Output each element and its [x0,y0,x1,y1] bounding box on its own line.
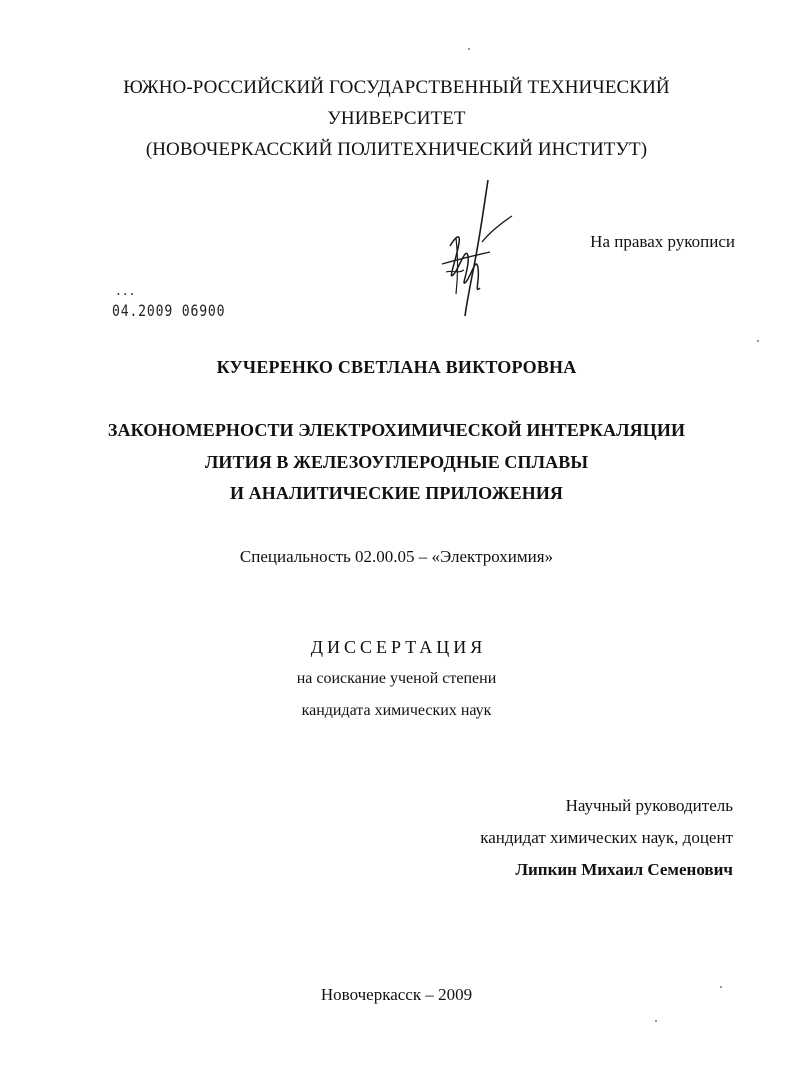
university-name-line-3: (НОВОЧЕРКАССКИЙ ПОЛИТЕХНИЧЕСКИЙ ИНСТИТУТ) [145,139,648,160]
degree-line-1: на соискание ученой степени [296,670,497,687]
handwritten-signature [436,176,526,321]
degree-line-2: кандидата химических наук [301,702,492,719]
university-name-line-1: ЮЖНО-РОССИЙСКИЙ ГОСУДАРСТВЕННЫЙ ТЕХНИЧЕСКИЙ [123,77,670,98]
dissertation-heading: ДИССЕРТАЦИЯ [310,637,487,657]
scan-speck [757,340,759,342]
supervisor-degree: кандидат химических наук, доцент [480,828,733,847]
scan-speck [720,986,722,988]
stamp-marks: • • • [117,290,135,299]
specialty-line: Специальность 02.00.05 – «Электрохимия» [239,547,554,566]
university-name-line-2: УНИВЕРСИТЕТ [327,108,466,129]
thesis-title-line-3: И АНАЛИТИЧЕСКИЕ ПРИЛОЖЕНИЯ [229,483,564,503]
thesis-title-line-1: ЗАКОНОМЕРНОСТИ ЭЛЕКТРОХИМИЧЕСКОЙ ИНТЕРКАЛЯЦИИ [107,420,686,440]
library-stamp-number: 04.2009 06900 [112,301,226,320]
supervisor-name: Липкин Михаил Семенович [515,860,733,879]
supervisor-role: Научный руководитель [565,796,733,815]
manuscript-rights-note: На правах рукописи [590,232,735,251]
scan-speck [655,1020,657,1022]
scan-speck [468,48,470,50]
author-name: КУЧЕРЕНКО СВЕТЛАНА ВИКТОРОВНА [216,357,577,377]
city-year: Новочеркасск – 2009 [320,985,473,1004]
thesis-title-line-2: ЛИТИЯ В ЖЕЛЕЗОУГЛЕРОДНЫЕ СПЛАВЫ [204,452,589,472]
